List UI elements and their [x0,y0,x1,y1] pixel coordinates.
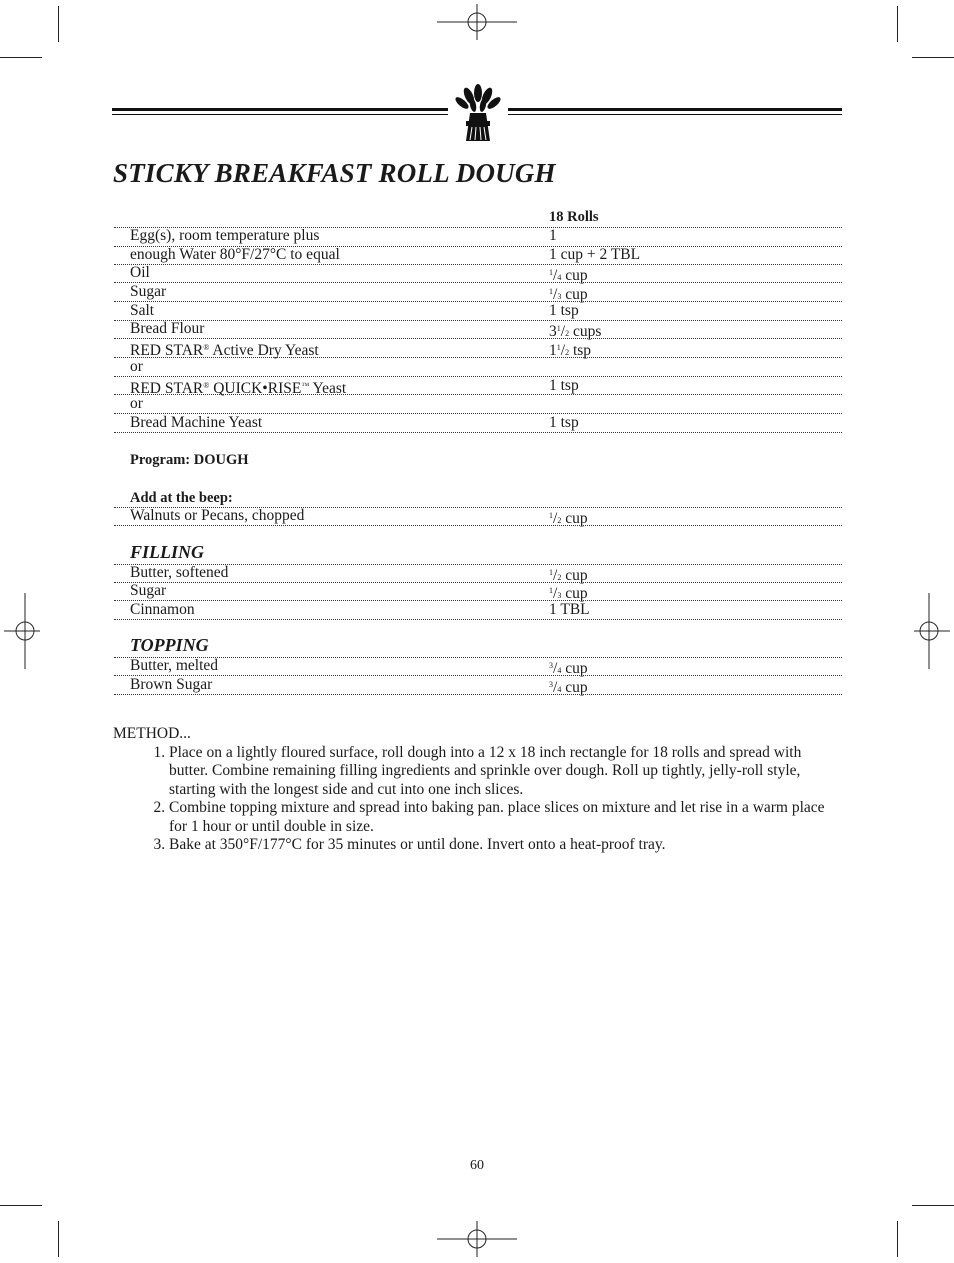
table-row [114,546,842,565]
table-row [114,582,842,601]
ingredient-amount: $3^1/2$ cups [549,323,602,340]
ingredient-name: Sugar [130,582,167,599]
ingredient-or: or [130,358,143,375]
table-row [114,489,842,508]
ingredient-amount: $^3$/4 cup [549,679,588,696]
ingredient-amount: $^1$/3 cup [549,585,588,602]
crop-mark [897,1221,898,1257]
crop-mark [0,1205,42,1206]
registration-mark-icon [437,1221,517,1257]
ingredient-name: Bread Flour [130,320,205,337]
ingredient-or: or [130,395,143,412]
method-step: 2. Combine topping mixture and spread into baking pan. place slices on mixture and let rise in a warm place for 1 hour or until double in size. [169,799,843,836]
ingredient-amount: 1 tsp [549,414,579,431]
table-row [114,264,842,283]
crop-mark [912,57,954,58]
program-label: Program: DOUGH [130,452,249,468]
ingredient-name: enough Water 80°F/27°C to equal [130,246,340,263]
yield-column-header: 18 Rolls [549,209,599,225]
topping-heading: TOPPING [130,635,209,655]
ingredient-amount: $1^1/2$ tsp [549,342,592,359]
crop-mark [58,1221,59,1257]
method-steps [113,744,843,855]
ingredient-amount: 1 TBL [549,601,590,618]
method-heading: METHOD... [113,725,191,742]
registration-mark-icon [4,593,40,669]
method-section [113,725,843,855]
table-row [114,657,842,676]
ingredient-name: RED STAR® Active Dry Yeast [130,342,319,359]
add-at-beep-label: Add at the beep: [130,490,233,506]
ingredient-name: Brown Sugar [130,676,213,693]
table-row [114,395,842,414]
crop-mark [912,1205,954,1206]
ingredient-amount: $^1$/2 cup [549,510,588,527]
method-step: 1. Place on a lightly floured surface, roll dough into a 12 x 18 inch rectangle for 18 rolls and spread with butter. Combine remaining filling ingredients and sprinkle over dough. Roll up tightly, jelly-roll style, starting with the longest side and cut into one inch slices. [169,744,843,800]
header-underline [114,209,842,228]
crop-mark [897,6,898,42]
ingredient-amount: $^1$/2 cup [549,567,588,584]
ingredient-name: RED STAR® QUICK•RISE™ Yeast [130,380,347,397]
filling-heading: FILLING [130,542,205,562]
registration-mark-icon [914,593,950,669]
ingredient-amount: $^3$/4 cup [549,660,588,677]
ingredient-name: Salt [130,302,155,319]
ingredient-amount: $^1$/3 cup [549,286,588,303]
table-row [114,639,842,658]
crop-mark [0,57,42,58]
wheat-sheaf-icon [452,83,504,145]
ingredient-amount: 1 tsp [549,377,579,394]
ingredient-amount: 1 tsp [549,302,579,319]
ingredient-amount: 1 cup + 2 TBL [549,246,641,263]
ingredient-name: Egg(s), room temperature plus [130,227,320,244]
table-row [114,283,842,302]
table-row [114,601,842,620]
ingredient-name: Butter, melted [130,657,219,674]
ingredient-name: Cinnamon [130,601,195,618]
method-step: 3. Bake at 350°F/177°C for 35 minutes or until done. Invert onto a heat-proof tray. [169,836,843,855]
crop-mark [58,6,59,42]
ingredient-name: Oil [130,264,150,281]
ingredient-amount: $^1$/4 cup [549,267,588,284]
table-row [114,302,842,321]
ingredient-name: Sugar [130,283,167,300]
table-row [114,358,842,377]
ingredient-name: Bread Machine Yeast [130,414,263,431]
ingredient-name: Walnuts or Pecans, chopped [130,507,305,524]
recipe-title: STICKY BREAKFAST ROLL DOUGH [113,158,556,188]
table-row [114,320,842,339]
ingredient-amount: 1 [549,227,557,244]
table-row [114,676,842,695]
registration-mark-icon [437,4,517,40]
ingredient-name: Butter, softened [130,564,229,581]
page-number: 60 [470,1158,484,1173]
